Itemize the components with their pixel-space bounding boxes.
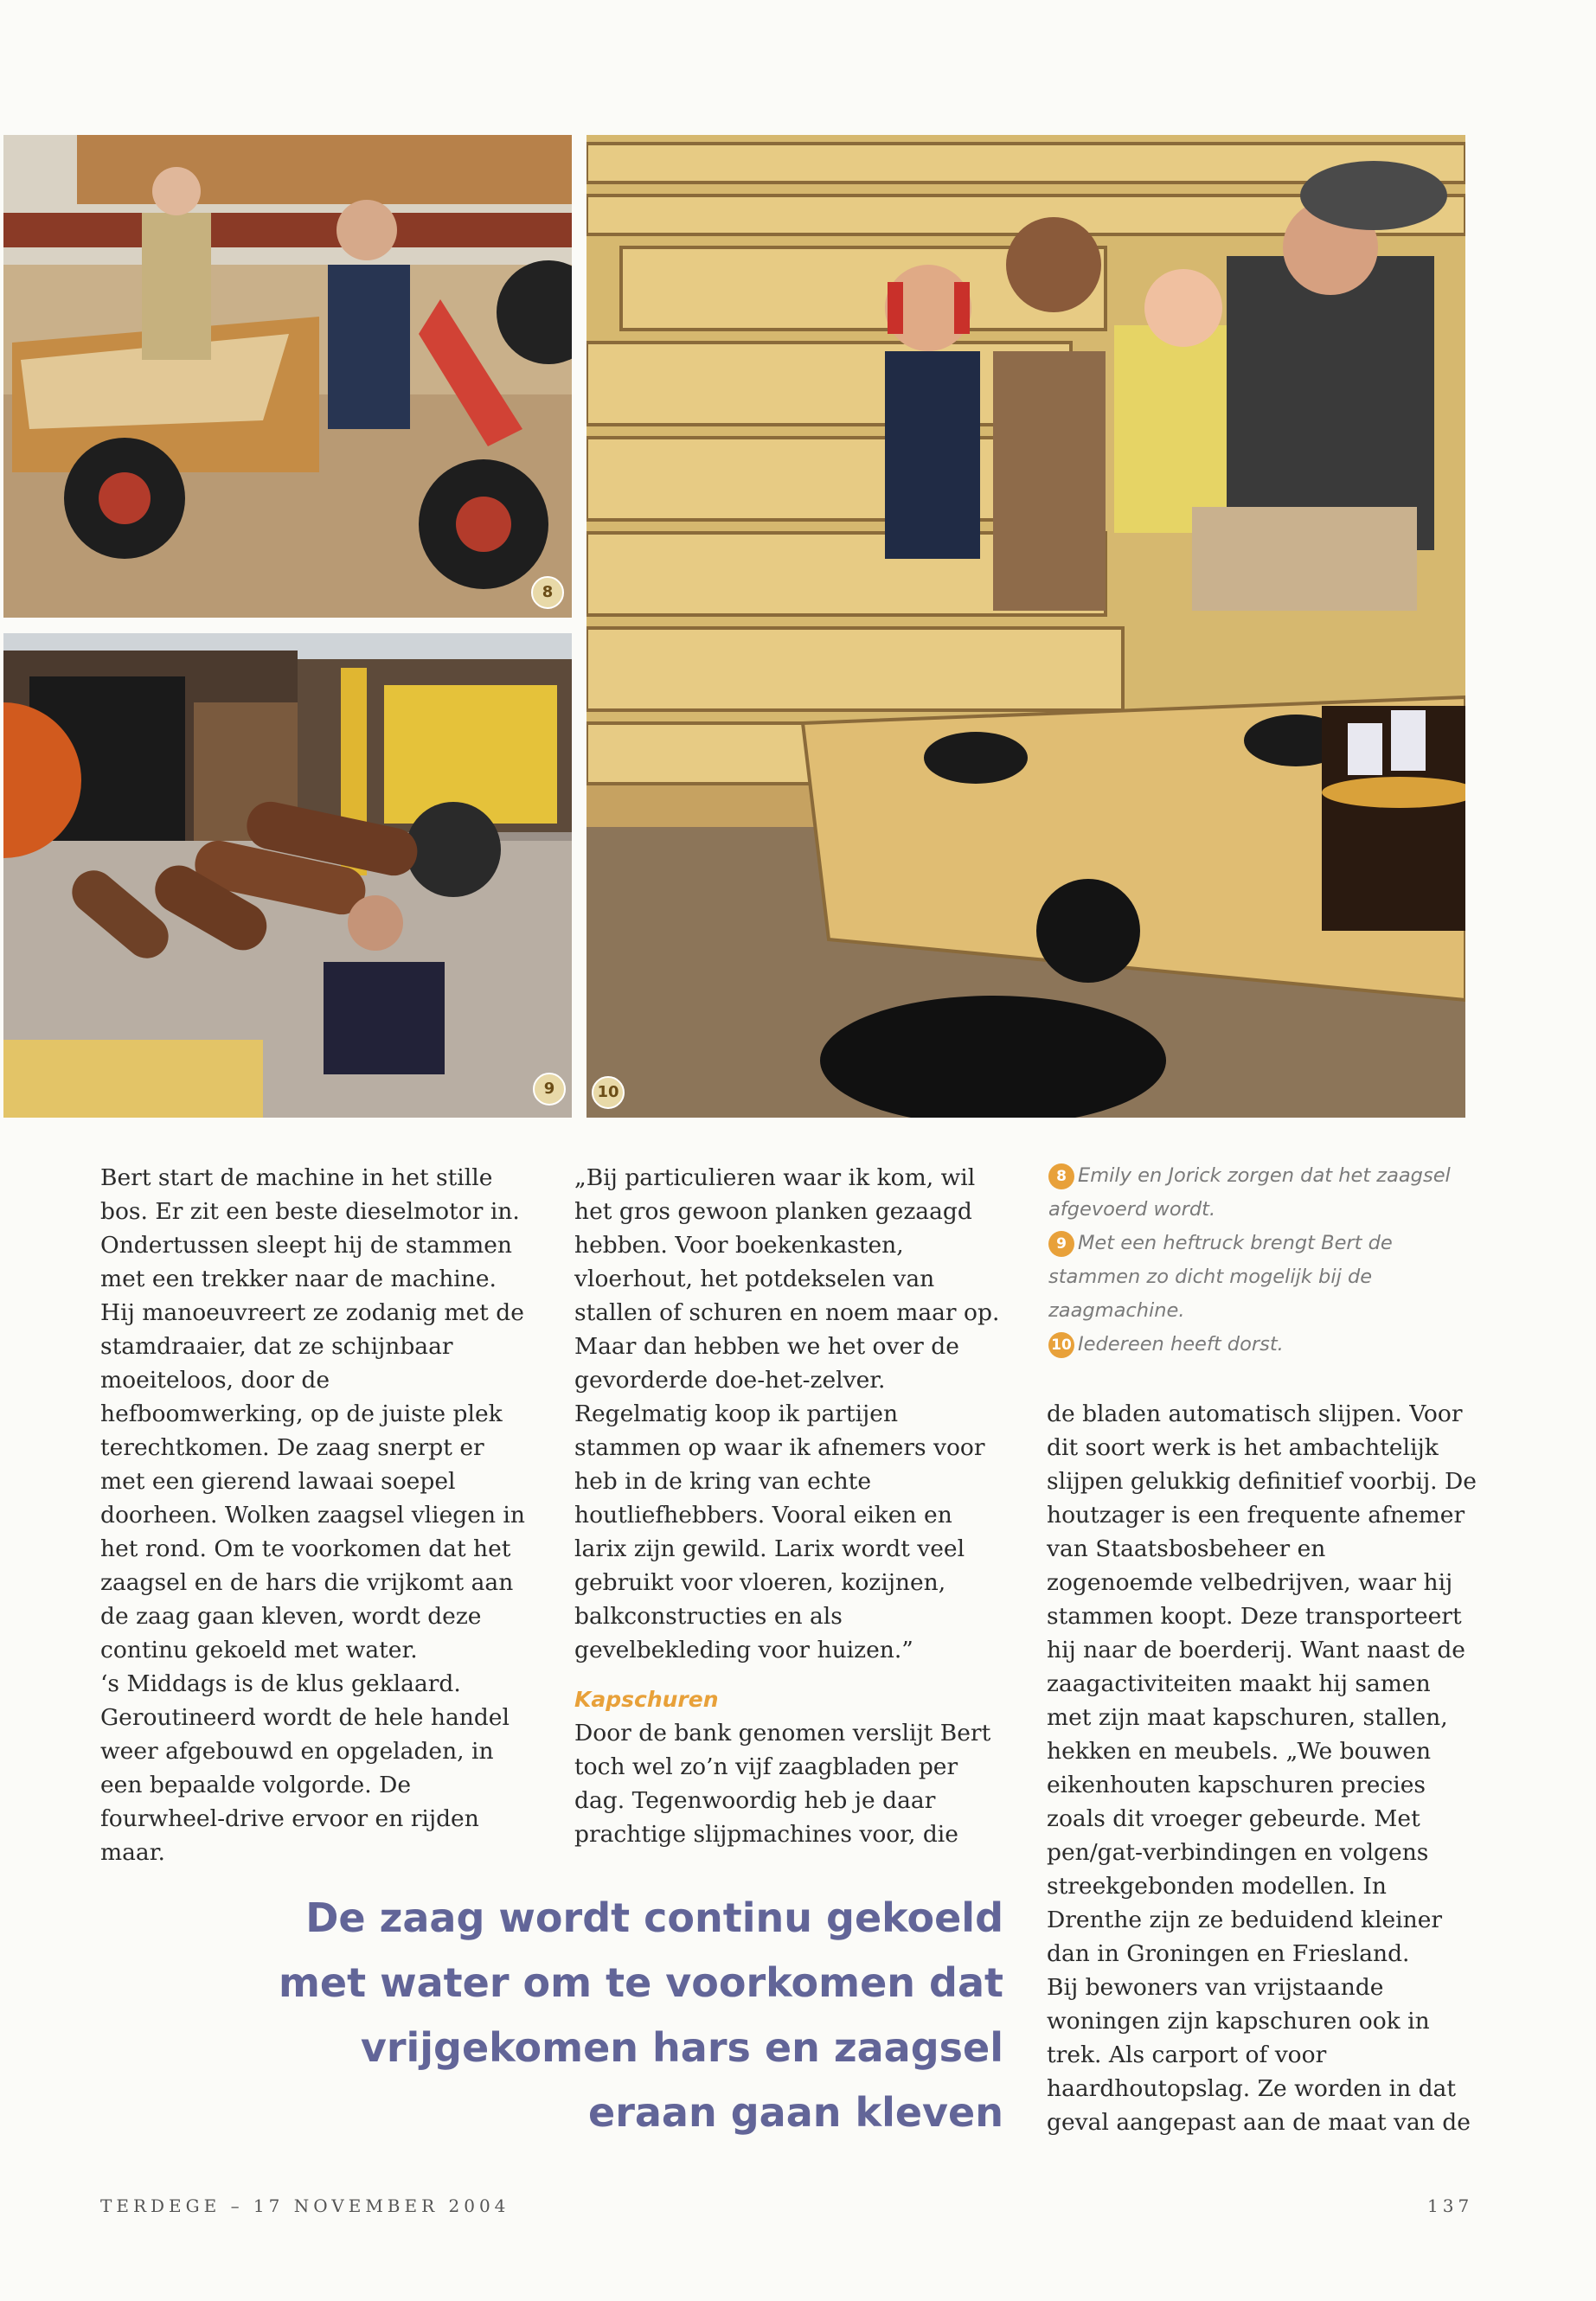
children-sawdust-cart-image xyxy=(3,135,572,618)
caption-number-9: 9 xyxy=(1048,1231,1074,1257)
photo-10 xyxy=(586,135,1465,1118)
footer-page-number: 137 xyxy=(1427,2195,1474,2216)
body-column-1 xyxy=(100,1161,533,1869)
photo-captions xyxy=(1048,1159,1481,1362)
column-3-text: de bladen automatisch slijpen. Voor dit soort werk is het ambachtelijk slijpen gelukkig definitief voorbij. De houtzager is een frequente afnemer van Staatsbosbeheer en zogenoemde velbedrijven, waar hij stammen koopt. Deze transporteert hij naar de boerderij. Want naast de zaagactiviteiten maakt hij samen met zijn maat kapschuren, stallen, hekken en meubels. „We bouwen eikenhouten kapschuren precies zoals dit vroeger gebeurde. Met pen/gat-verbindingen en volgens streekgebonden modellen. In Drenthe zijn ze beduidend kleiner dan in Groningen en Friesland. Bij bewoners van vrijstaande woningen zijn kapschuren ook in trek. Als carport of voor haardhoutopslag. Ze worden in dat geval aangepast aan de maat van de xyxy=(1047,1400,1477,2136)
caption-number-8: 8 xyxy=(1048,1163,1074,1189)
pull-quote-line-3: vrijgekomen hars en zaagsel xyxy=(360,2024,1003,2071)
pull-quote-line-2: met water om te voorkomen dat xyxy=(279,1959,1003,2006)
photo-badge-9: 9 xyxy=(533,1073,566,1106)
column-1-text: Bert start de machine in het stille bos. Er zit een beste dieselmotor in. Ondertussen sleept hij de stammen met een trekker naar de machine. Hij manoeuvreert ze zodanig met de stamdraaier, dat ze schijnbaar moeiteloos, door de hefboomwerking, op de juiste plek terechtkomen. De zaag snerpt er met een gierend lawaai soepel doorheen. Wolken zaagsel vliegen in het rond. Om te voorkomen dat het zaagsel en de hars die vrijkomt aan de zaag gaan kleven, wordt deze continu gekoeld met water. ‘s Middags is de klus geklaard. Geroutineerd wordt de hele handel weer afgebouwd en opgeladen, in een bepaalde volgorde. De fourwheel-drive ervoor en rijden maar. xyxy=(100,1164,525,1866)
pull-quote xyxy=(216,1886,1003,2145)
photo-badge-8: 8 xyxy=(531,576,564,609)
body-column-3 xyxy=(1047,1397,1477,2139)
caption-8-text: Emily en Jorick zorgen dat het zaagsel afgevoerd wordt. xyxy=(1048,1164,1451,1221)
caption-9 xyxy=(1048,1227,1481,1328)
forklift-logs-image xyxy=(3,633,572,1118)
subhead-kapschuren: Kapschuren xyxy=(574,1687,719,1712)
caption-9-text: Met een heftruck brengt Bert de stammen zo dicht mogelijk bij de zaagmachine. xyxy=(1048,1232,1393,1322)
photo-8 xyxy=(3,135,572,618)
body-column-2 xyxy=(574,1161,1005,1851)
photo-badge-10: 10 xyxy=(592,1076,625,1109)
pull-quote-line-1: De zaag wordt continu gekoeld xyxy=(305,1894,1003,1941)
caption-number-10: 10 xyxy=(1048,1332,1074,1358)
family-on-beams-image xyxy=(586,135,1465,1118)
caption-10 xyxy=(1048,1328,1481,1362)
photo-9 xyxy=(3,633,572,1118)
footer-publication: TERDEGE – 17 NOVEMBER 2004 xyxy=(100,2195,510,2216)
caption-10-text: Iedereen heeft dorst. xyxy=(1078,1333,1284,1356)
column-2-body: Door de bank genomen verslijt Bert toch wel zo’n vijf zaagbladen per dag. Tegenwoordig heb je daar prachtige slijpmachines voor, die xyxy=(574,1720,991,1848)
pull-quote-line-4: eraan gaan kleven xyxy=(588,2089,1003,2136)
caption-8 xyxy=(1048,1159,1481,1227)
column-2-quote: „Bij particulieren waar ik kom, wil het gros gewoon planken gezaagd hebben. Voor boekenkasten, vloerhout, het potdekselen van stallen of schuren en noem maar op. Maar dan hebben we het over de gevorderde doe-het-zelver. Regelmatig koop ik partijen stammen op waar ik afnemers voor heb in de kring van echte houtliefhebbers. Vooral eiken en larix zijn gewild. Larix wordt veel gebruikt voor vloeren, kozijnen, balkconstructies en als gevelbekleding voor huizen.” xyxy=(574,1164,1000,1663)
